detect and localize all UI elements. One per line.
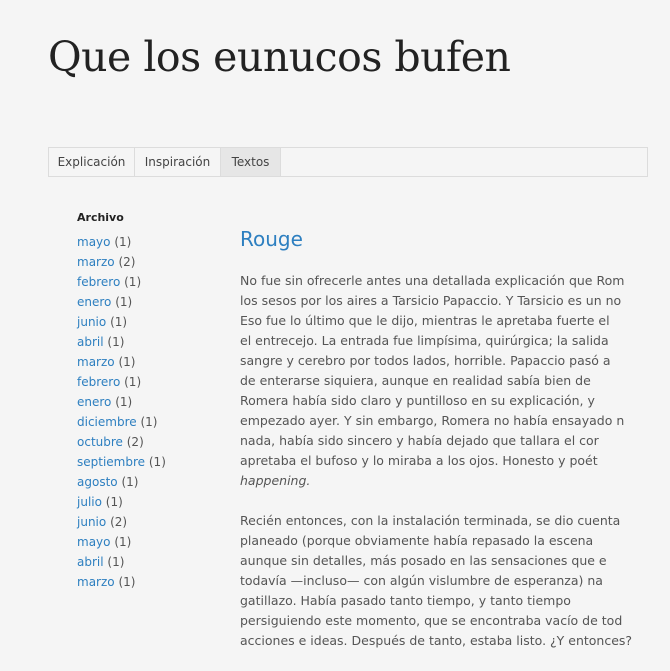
archive-count: (1)	[114, 535, 132, 549]
post-line: apretaba el bufoso y lo miraba a los ojos. Honesto y poét	[240, 453, 598, 468]
archive-count: (1)	[118, 355, 136, 369]
archive-item	[77, 272, 217, 292]
archive-link[interactable]: febrero	[77, 375, 121, 389]
archive-link[interactable]: febrero	[77, 275, 121, 289]
post-line: gatillazo. Había pasado tanto tiempo, y tanto tiempo	[240, 593, 571, 608]
post-line: Romera había sido claro y puntilloso en su explicación, y	[240, 393, 595, 408]
archive-link[interactable]: marzo	[77, 575, 115, 589]
post-line: Recién entonces, con la instalación terminada, se dio cuenta	[240, 513, 621, 528]
archive-link[interactable]: diciembre	[77, 415, 137, 429]
post	[240, 225, 670, 671]
archive-item	[77, 532, 217, 552]
archive-item	[77, 452, 217, 472]
post-paragraph	[240, 271, 670, 491]
post-line: acciones e ideas. Después de tanto, estaba listo. ¿Y entonces?	[240, 633, 633, 648]
tab-textos[interactable]: Textos	[221, 148, 281, 176]
archive-item	[77, 412, 217, 432]
archive-count: (2)	[110, 515, 128, 529]
tab-explicacion[interactable]: Explicación	[49, 148, 135, 176]
archive-link[interactable]: julio	[77, 495, 102, 509]
archive-link[interactable]: abril	[77, 335, 104, 349]
archive-link[interactable]: marzo	[77, 355, 115, 369]
post-line: aunque sin detalles, más posado en las sensaciones que e	[240, 553, 607, 568]
archive-count: (1)	[140, 415, 158, 429]
main-nav	[48, 147, 648, 177]
post-italic-text: happening.	[240, 473, 311, 488]
archive-link[interactable]: enero	[77, 395, 112, 409]
archive-count: (1)	[124, 275, 142, 289]
archive-count: (1)	[105, 495, 123, 509]
post-line-italic	[240, 471, 670, 491]
archive-count: (1)	[148, 455, 166, 469]
archive-link[interactable]: agosto	[77, 475, 118, 489]
archive-item	[77, 552, 217, 572]
archive-link[interactable]: septiembre	[77, 455, 146, 469]
archive-item	[77, 392, 217, 412]
archive-link[interactable]: mayo	[77, 235, 111, 249]
archive-link[interactable]: junio	[77, 315, 107, 329]
archive-count: (1)	[124, 375, 142, 389]
site-title[interactable]: Que los eunucos bufen	[48, 33, 511, 81]
archive-link[interactable]: enero	[77, 295, 112, 309]
post-body	[240, 271, 670, 651]
archive-count: (2)	[126, 435, 144, 449]
archive-item	[77, 432, 217, 452]
archive-count: (1)	[110, 315, 128, 329]
archive-item	[77, 232, 217, 252]
archive-link[interactable]: mayo	[77, 535, 111, 549]
archive-link[interactable]: junio	[77, 515, 107, 529]
archive-item	[77, 572, 217, 592]
archive-item	[77, 292, 217, 312]
tab-inspiracion[interactable]: Inspiración	[135, 148, 221, 176]
archive-item	[77, 312, 217, 332]
archive-count: (1)	[107, 335, 125, 349]
archive-count: (1)	[107, 555, 125, 569]
post-line: planeado (porque obviamente había repasado la escena	[240, 533, 594, 548]
archive-count: (1)	[121, 475, 139, 489]
archive-item	[77, 512, 217, 532]
post-line: nada, había sido sincero y había dejado que tallara el cor	[240, 433, 599, 448]
archive-item	[77, 492, 217, 512]
archive-item	[77, 332, 217, 352]
archive-count: (1)	[115, 295, 133, 309]
archive-count: (1)	[115, 395, 133, 409]
archive-count: (1)	[118, 575, 136, 589]
archive-count: (1)	[114, 235, 132, 249]
post-paragraph	[240, 511, 670, 651]
archive-item	[77, 472, 217, 492]
post-line: de enterarse siquiera, aunque en realidad sabía bien de	[240, 373, 591, 388]
post-line: el entrecejo. La entrada fue limpísima, quirúrgica; la salida	[240, 333, 609, 348]
post-line: Eso fue lo último que le dijo, mientras le apretaba fuerte el	[240, 313, 610, 328]
post-title[interactable]: Rouge	[240, 227, 303, 251]
post-line: los sesos por los aires a Tarsicio Papaccio. Y Tarsicio es un no	[240, 293, 622, 308]
archive-list	[77, 232, 217, 592]
sidebar	[77, 211, 217, 592]
archive-link[interactable]: marzo	[77, 255, 115, 269]
post-line: empezado ayer. Y sin embargo, Romera no había ensayado n	[240, 413, 625, 428]
archive-link[interactable]: abril	[77, 555, 104, 569]
post-line: todavía —incluso— con algún vislumbre de esperanza) na	[240, 573, 603, 588]
post-line: sangre y cerebro por todos lados, horrible. Papaccio pasó a	[240, 353, 611, 368]
archive-link[interactable]: octubre	[77, 435, 123, 449]
archive-count: (2)	[118, 255, 136, 269]
post-line: persiguiendo este momento, que se encontraba vacío de tod	[240, 613, 623, 628]
archive-item	[77, 372, 217, 392]
post-line: No fue sin ofrecerle antes una detallada explicación que Rom	[240, 273, 625, 288]
archive-heading: Archivo	[77, 211, 124, 224]
archive-item	[77, 252, 217, 272]
archive-item	[77, 352, 217, 372]
